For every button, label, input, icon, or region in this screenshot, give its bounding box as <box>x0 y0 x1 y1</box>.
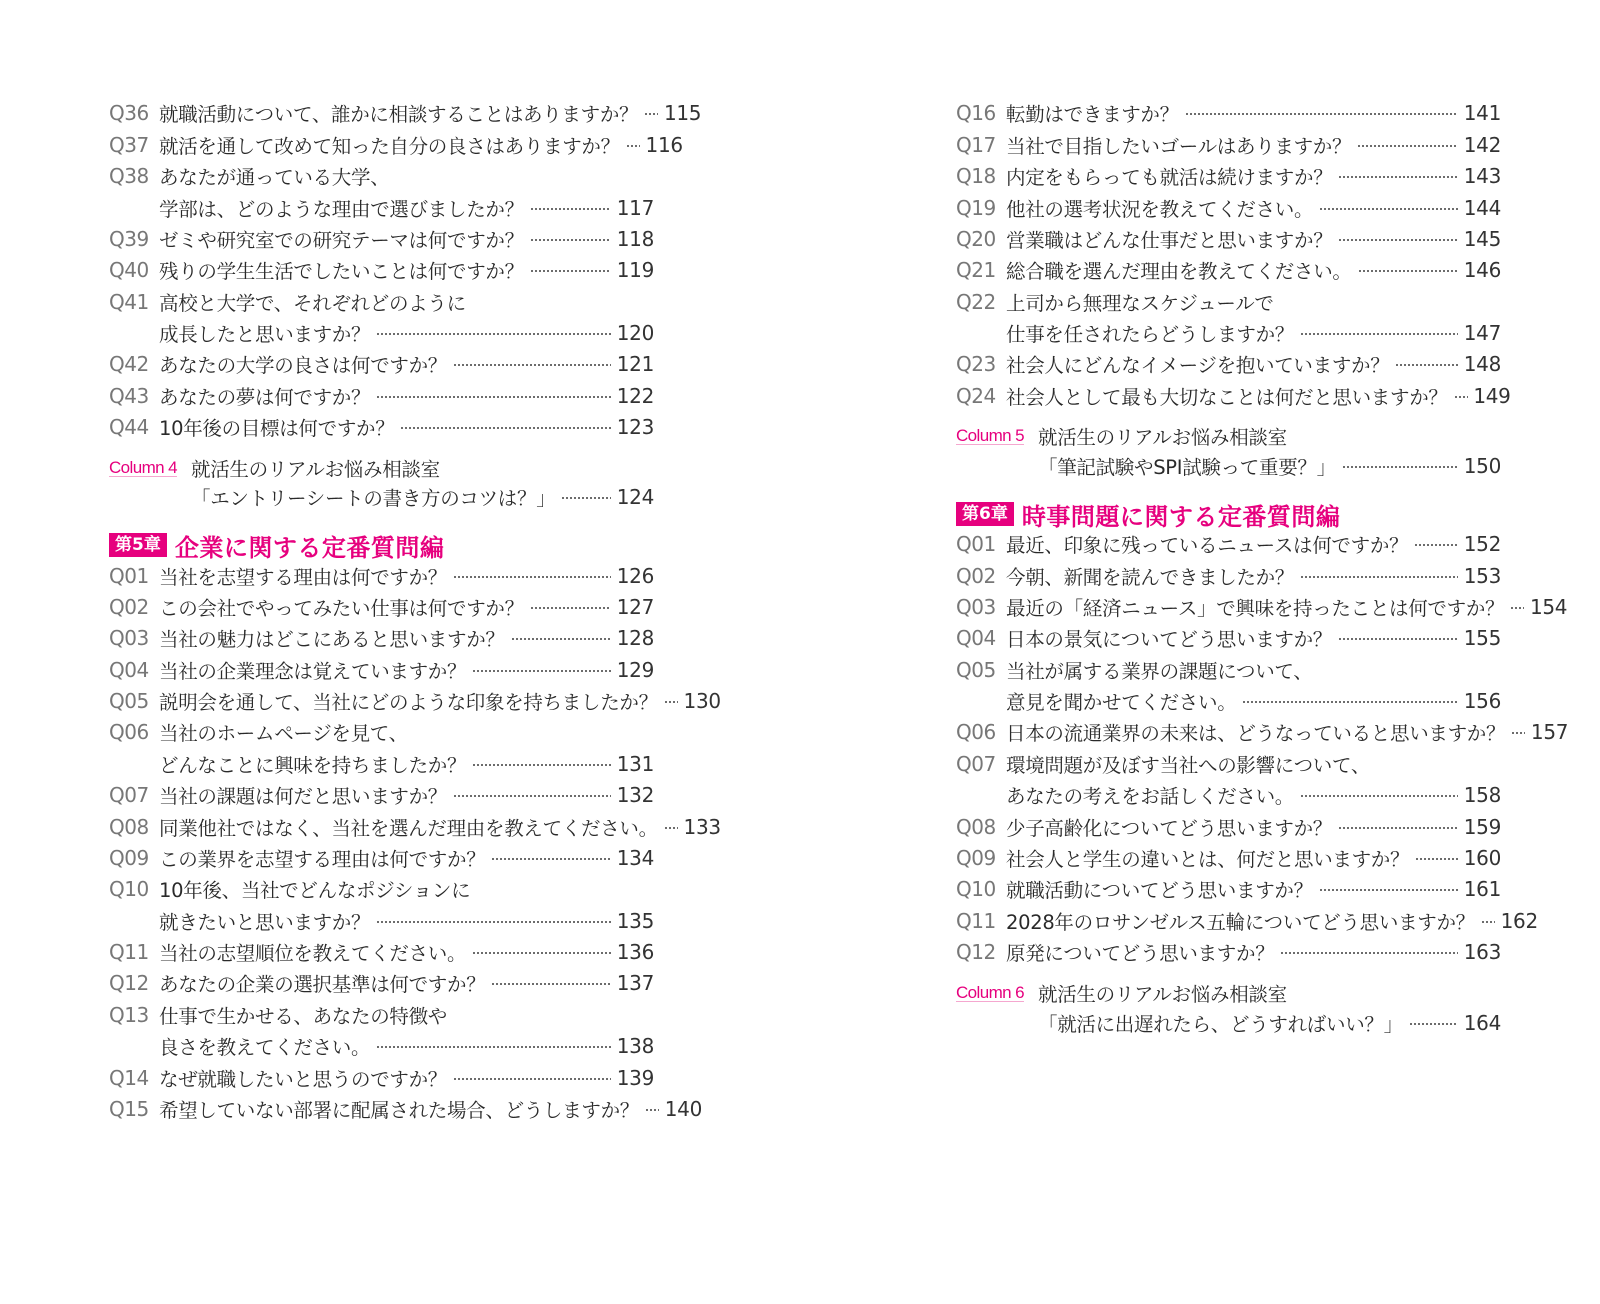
question-number: Q09 <box>109 846 149 870</box>
question-number: Q12 <box>109 971 149 995</box>
page-number: 144 <box>1463 196 1501 220</box>
question-text-continued: 良さを教えてください。 <box>159 1036 371 1059</box>
toc-entry[interactable] <box>956 655 1501 685</box>
question-number: Q04 <box>109 658 149 682</box>
question-text: 最近の「経済ニュース」で興味を持ったことは何ですか？ <box>1006 597 1505 620</box>
question-text: ゼミや研究室での研究テーマは何ですか？ <box>159 229 524 252</box>
question-number: Q18 <box>956 164 996 188</box>
question-text: 2028年のロサンゼルス五輪についてどう思いますか？ <box>1006 911 1475 934</box>
toc-entry-continuation[interactable] <box>109 318 654 348</box>
leader-dots <box>1414 544 1458 546</box>
page-number: 161 <box>1463 877 1501 901</box>
question-text: 残りの学生生活でしたいことは何ですか？ <box>159 260 524 283</box>
leader-dots <box>453 1078 611 1080</box>
toc-entry[interactable] <box>956 592 1568 622</box>
toc-entry-continuation[interactable] <box>109 1031 654 1061</box>
leader-dots <box>645 1109 659 1111</box>
column-entry-subtitle[interactable] <box>956 1008 1501 1038</box>
question-text: 日本の景気についてどう思いますか？ <box>1006 628 1333 651</box>
question-number: Q14 <box>109 1066 149 1090</box>
question-number: Q40 <box>109 258 149 282</box>
question-text: 10年後の目標は何ですか？ <box>159 417 395 440</box>
toc-entry[interactable] <box>109 843 654 873</box>
leader-dots <box>511 638 611 640</box>
page-number: 157 <box>1530 720 1569 744</box>
column-label: Column 5 <box>956 426 1024 445</box>
leader-dots <box>1342 466 1458 468</box>
toc-entry[interactable] <box>109 780 654 810</box>
column-subtitle: 「筆記試験やSPI試験って重要？」 <box>1038 456 1336 479</box>
question-text: 説明会を通して、当社にどのような印象を持ちましたか？ <box>159 691 658 714</box>
page-number: 155 <box>1463 626 1501 650</box>
question-text: 就活を通して改めて知った自分の良さはありますか？ <box>159 135 620 158</box>
toc-entry[interactable] <box>109 255 654 285</box>
page-number: 115 <box>663 101 702 125</box>
page-number: 134 <box>616 846 654 870</box>
column-title: 就活生のリアルお悩み相談室 <box>1038 426 1287 449</box>
toc-entry[interactable] <box>109 655 654 685</box>
leader-dots <box>644 113 658 115</box>
toc-entry-continuation[interactable] <box>956 780 1501 810</box>
toc-entry-continuation[interactable] <box>109 906 654 936</box>
toc-entry[interactable] <box>109 98 702 128</box>
question-text: 今朝、新聞を読んできましたか？ <box>1006 566 1295 589</box>
leader-dots <box>530 607 611 609</box>
question-text: 総合職を選んだ理由を教えてください。 <box>1006 260 1352 283</box>
question-number: Q03 <box>109 626 149 650</box>
question-number: Q08 <box>956 815 996 839</box>
leader-dots <box>491 983 611 985</box>
toc-entry[interactable] <box>109 224 654 254</box>
toc-entry[interactable] <box>956 98 1501 128</box>
question-text: この業界を志望する理由は何ですか？ <box>159 848 486 871</box>
question-text: 少子高齢化についてどう思いますか？ <box>1006 817 1333 840</box>
leader-dots <box>1300 333 1458 335</box>
question-text: 最近、印象に残っているニュースは何ですか？ <box>1006 534 1409 557</box>
page-number: 127 <box>616 595 654 619</box>
toc-entry-continuation[interactable] <box>109 749 654 779</box>
page-number: 143 <box>1463 164 1501 188</box>
page-number: 133 <box>683 815 721 839</box>
leader-dots <box>1300 576 1458 578</box>
question-number: Q36 <box>109 101 149 125</box>
leader-dots <box>1319 208 1458 210</box>
leader-dots <box>1185 113 1458 115</box>
leader-dots <box>453 576 611 578</box>
page-number: 148 <box>1463 352 1501 376</box>
toc-entry[interactable] <box>109 1094 703 1124</box>
question-text: 当社のホームページを見て、 <box>159 722 408 745</box>
question-text: 内定をもらっても就活は続けますか？ <box>1006 166 1333 189</box>
question-number: Q44 <box>109 415 149 439</box>
toc-entry[interactable] <box>109 812 721 842</box>
page-number: 119 <box>616 258 654 282</box>
column-title: 就活生のリアルお悩み相談室 <box>1038 983 1287 1006</box>
leader-dots <box>530 208 611 210</box>
toc-entry[interactable] <box>109 161 654 191</box>
toc-entry[interactable] <box>109 874 654 904</box>
column-subtitle: 「エントリーシートの書き方のコツは？」 <box>191 487 556 510</box>
question-number: Q11 <box>956 909 996 933</box>
page-number: 129 <box>616 658 654 682</box>
leader-dots <box>1511 732 1525 734</box>
page-number: 121 <box>616 352 654 376</box>
question-text: 上司から無理なスケジュールで <box>1006 292 1274 315</box>
toc-entry[interactable] <box>109 561 654 591</box>
toc-entry[interactable] <box>956 812 1501 842</box>
page-number: 150 <box>1463 454 1501 478</box>
question-number: Q02 <box>956 564 996 588</box>
page-number: 120 <box>616 321 654 345</box>
page-number: 153 <box>1463 564 1501 588</box>
toc-entry[interactable] <box>956 874 1501 904</box>
question-number: Q05 <box>109 689 149 713</box>
page-number: 137 <box>616 971 654 995</box>
question-number: Q02 <box>109 595 149 619</box>
column-label: Column 4 <box>109 458 177 477</box>
question-text: 仕事で生かせる、あなたの特徴や <box>159 1005 448 1028</box>
question-number: Q16 <box>956 101 996 125</box>
question-number: Q20 <box>956 227 996 251</box>
leader-dots <box>626 145 640 147</box>
page-number: 160 <box>1463 846 1501 870</box>
question-number: Q10 <box>109 877 149 901</box>
question-number: Q19 <box>956 196 996 220</box>
leader-dots <box>376 1046 611 1048</box>
page-number: 154 <box>1529 595 1568 619</box>
toc-entry[interactable] <box>956 937 1501 967</box>
column-label: Column 6 <box>956 983 1024 1002</box>
question-number: Q24 <box>956 384 996 408</box>
toc-entry[interactable] <box>956 349 1501 379</box>
question-text: 転勤はできますか？ <box>1006 103 1179 126</box>
question-text-continued: 成長したと思いますか？ <box>159 323 371 346</box>
toc-entry[interactable] <box>956 381 1511 411</box>
page-number: 164 <box>1463 1011 1501 1035</box>
toc-entry-continuation[interactable] <box>956 318 1501 348</box>
page-number: 132 <box>616 783 654 807</box>
toc-entry[interactable] <box>109 381 654 411</box>
page-number: 130 <box>683 689 721 713</box>
question-number: Q06 <box>109 720 149 744</box>
toc-entry[interactable] <box>956 224 1501 254</box>
toc-entry[interactable] <box>109 937 654 967</box>
leader-dots <box>400 427 611 429</box>
page-number: 163 <box>1463 940 1501 964</box>
question-number: Q01 <box>109 564 149 588</box>
question-text: あなたの企業の選択基準は何ですか？ <box>159 973 486 996</box>
leader-dots <box>491 858 611 860</box>
question-number: Q21 <box>956 258 996 282</box>
column-title: 就活生のリアルお悩み相談室 <box>191 458 440 481</box>
question-number: Q04 <box>956 626 996 650</box>
leader-dots <box>561 497 611 499</box>
toc-entry[interactable] <box>109 623 654 653</box>
leader-dots <box>1319 889 1458 891</box>
question-text-continued: 意見を聞かせてください。 <box>1006 691 1237 714</box>
question-number: Q12 <box>956 940 996 964</box>
leader-dots <box>472 952 611 954</box>
toc-entry[interactable] <box>109 349 654 379</box>
question-number: Q03 <box>956 595 996 619</box>
question-number: Q38 <box>109 164 149 188</box>
leader-dots <box>1300 795 1458 797</box>
leader-dots <box>664 701 678 703</box>
chapter-title: 時事問題に関する定番質問編 <box>1021 502 1341 531</box>
question-text: 希望していない部署に配属された場合、どうしますか？ <box>159 1099 640 1122</box>
question-number: Q11 <box>109 940 149 964</box>
question-text-continued: 学部は、どのような理由で選びましたか？ <box>159 198 524 221</box>
question-text: 当社の志望順位を教えてください。 <box>159 942 467 965</box>
leader-dots <box>472 764 611 766</box>
toc-entry[interactable] <box>109 412 654 442</box>
page-number: 118 <box>616 227 654 251</box>
leader-dots <box>1242 701 1458 703</box>
toc-entry[interactable] <box>956 717 1569 747</box>
question-text: この会社でやってみたい仕事は何ですか？ <box>159 597 524 620</box>
page-number: 135 <box>616 909 654 933</box>
question-text: 社会人にどんなイメージを抱いていますか？ <box>1006 354 1390 377</box>
leader-dots <box>1510 607 1524 609</box>
leader-dots <box>1409 1023 1458 1025</box>
toc-entry[interactable] <box>956 561 1501 591</box>
page-number: 159 <box>1463 815 1501 839</box>
toc-entry-continuation[interactable] <box>956 686 1501 716</box>
question-number: Q41 <box>109 290 149 314</box>
question-text-continued: 仕事を任されたらどうしますか？ <box>1006 323 1295 346</box>
question-text: 営業職はどんな仕事だと思いますか？ <box>1006 229 1333 252</box>
page-number: 117 <box>616 196 654 220</box>
chapter-title: 企業に関する定番質問編 <box>174 533 445 562</box>
page-number: 149 <box>1473 384 1511 408</box>
page-number: 126 <box>616 564 654 588</box>
question-text: 日本の流通業界の未来は、どうなっていると思いますか？ <box>1006 722 1506 745</box>
page-number: 145 <box>1463 227 1501 251</box>
toc-entry[interactable] <box>109 130 683 160</box>
column-subtitle: 「就活に出遅れたら、どうすればいい？」 <box>1038 1013 1403 1036</box>
question-number: Q43 <box>109 384 149 408</box>
toc-entry[interactable] <box>956 255 1501 285</box>
question-number: Q39 <box>109 227 149 251</box>
page-number: 136 <box>616 940 654 964</box>
question-text: あなたが通っている大学、 <box>159 166 390 189</box>
chapter-badge: 第5章 <box>109 533 167 557</box>
question-text: 環境問題が及ぼす当社への影響について、 <box>1006 754 1371 777</box>
question-number: Q13 <box>109 1003 149 1027</box>
leader-dots <box>1395 364 1458 366</box>
page-number: 122 <box>616 384 654 408</box>
page-number: 156 <box>1463 689 1501 713</box>
leader-dots <box>1338 638 1458 640</box>
leader-dots <box>1358 270 1458 272</box>
leader-dots <box>1357 145 1458 147</box>
question-number: Q01 <box>956 532 996 556</box>
question-text-continued: 就きたいと思いますか？ <box>159 911 371 934</box>
column-entry[interactable] <box>956 421 1501 451</box>
question-number: Q07 <box>956 752 996 776</box>
question-number: Q07 <box>109 783 149 807</box>
toc-entry[interactable] <box>956 749 1501 779</box>
page-number: 146 <box>1463 258 1501 282</box>
leader-dots <box>530 239 611 241</box>
column-entry[interactable] <box>956 978 1501 1008</box>
chapter-badge: 第6章 <box>956 502 1014 526</box>
question-text: 原発についてどう思いますか？ <box>1006 942 1275 965</box>
page-number: 123 <box>616 415 654 439</box>
chapter-heading <box>109 528 654 562</box>
leader-dots <box>1338 239 1458 241</box>
page-number: 140 <box>664 1097 703 1121</box>
toc-entry[interactable] <box>956 193 1501 223</box>
chapter-heading <box>956 497 1501 531</box>
page-number: 124 <box>616 485 654 509</box>
question-text: 10年後、当社でどんなポジションに <box>159 879 471 902</box>
toc-entry[interactable] <box>109 686 721 716</box>
leader-dots <box>376 333 611 335</box>
page-number: 158 <box>1463 783 1501 807</box>
leader-dots <box>1481 921 1495 923</box>
column-entry-subtitle[interactable] <box>109 482 654 512</box>
question-number: Q10 <box>956 877 996 901</box>
toc-entry[interactable] <box>956 287 1501 317</box>
question-number: Q37 <box>109 133 149 157</box>
page-number: 152 <box>1463 532 1501 556</box>
question-number: Q17 <box>956 133 996 157</box>
toc-entry[interactable] <box>109 1000 654 1030</box>
question-number: Q08 <box>109 815 149 839</box>
question-text: 当社の企業理念は覚えていますか？ <box>159 660 467 683</box>
page-number: 116 <box>645 133 683 157</box>
page-number: 147 <box>1463 321 1501 345</box>
leader-dots <box>453 795 611 797</box>
leader-dots <box>376 396 611 398</box>
question-text: 当社を志望する理由は何ですか？ <box>159 566 448 589</box>
page-number: 138 <box>616 1034 654 1058</box>
question-text: 同業他社ではなく、当社を選んだ理由を教えてください。 <box>159 817 658 840</box>
question-text: 当社が属する業界の課題について、 <box>1006 660 1313 683</box>
question-text: 就職活動について、誰かに相談することはありますか？ <box>159 103 639 126</box>
question-text: 社会人として最も大切なことは何だと思いますか？ <box>1006 386 1448 409</box>
toc-entry[interactable] <box>956 906 1538 936</box>
question-text: なぜ就職したいと思うのですか？ <box>159 1068 448 1091</box>
leader-dots <box>1280 952 1458 954</box>
question-number: Q06 <box>956 720 996 744</box>
question-number: Q05 <box>956 658 996 682</box>
leader-dots <box>472 670 611 672</box>
question-text: 当社の課題は何だと思いますか？ <box>159 785 448 808</box>
toc-entry[interactable] <box>109 1063 654 1093</box>
leader-dots <box>530 270 611 272</box>
question-number: Q22 <box>956 290 996 314</box>
toc-entry[interactable] <box>956 529 1501 559</box>
leader-dots <box>453 364 611 366</box>
question-text: 高校と大学で、それぞれどのように <box>159 292 466 315</box>
page-number: 142 <box>1463 133 1501 157</box>
question-number: Q42 <box>109 352 149 376</box>
toc-entry[interactable] <box>109 717 654 747</box>
question-number: Q09 <box>956 846 996 870</box>
page-number: 128 <box>616 626 654 650</box>
toc-entry[interactable] <box>956 843 1501 873</box>
question-text: 就職活動についてどう思いますか？ <box>1006 879 1313 902</box>
toc-entry[interactable] <box>956 161 1501 191</box>
toc-entry[interactable] <box>109 287 654 317</box>
toc-entry[interactable] <box>956 130 1501 160</box>
toc-entry[interactable] <box>109 592 654 622</box>
leader-dots <box>1454 396 1468 398</box>
column-entry[interactable] <box>109 453 654 483</box>
page-number: 139 <box>616 1066 654 1090</box>
question-text-continued: どんなことに興味を持ちましたか？ <box>159 754 467 777</box>
question-number: Q15 <box>109 1097 149 1121</box>
leader-dots <box>376 921 611 923</box>
page-number: 131 <box>616 752 654 776</box>
question-text: あなたの夢は何ですか？ <box>159 386 371 409</box>
leader-dots <box>664 827 678 829</box>
question-text-continued: あなたの考えをお話しください。 <box>1006 785 1295 808</box>
toc-entry[interactable] <box>956 623 1501 653</box>
leader-dots <box>1415 858 1458 860</box>
page-number: 162 <box>1500 909 1538 933</box>
toc-entry-continuation[interactable] <box>109 193 654 223</box>
leader-dots <box>1338 827 1458 829</box>
page-number: 141 <box>1463 101 1501 125</box>
question-text: 当社の魅力はどこにあると思いますか？ <box>159 628 505 651</box>
question-text: あなたの大学の良さは何ですか？ <box>159 354 448 377</box>
column-entry-subtitle[interactable] <box>956 451 1501 481</box>
question-number: Q23 <box>956 352 996 376</box>
question-text: 社会人と学生の違いとは、何だと思いますか？ <box>1006 848 1410 871</box>
question-text: 他社の選考状況を教えてください。 <box>1006 198 1314 221</box>
question-text: 当社で目指したいゴールはありますか？ <box>1006 135 1352 158</box>
leader-dots <box>1338 176 1458 178</box>
toc-entry[interactable] <box>109 968 654 998</box>
